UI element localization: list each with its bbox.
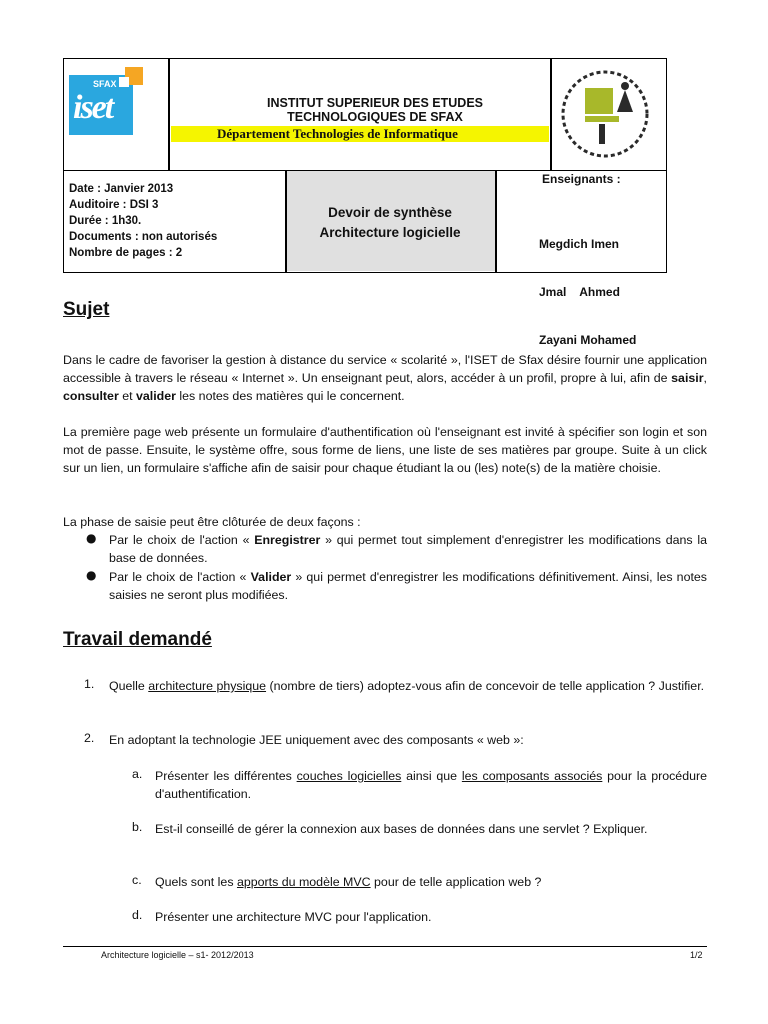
footer-divider (63, 946, 707, 947)
question-2: En adoptant la technologie JEE uniquement avec des composants « web »: (109, 733, 524, 747)
exam-title-line-2: Architecture logicielle (319, 225, 461, 240)
section-title-sujet: Sujet (63, 299, 110, 320)
footer-course: Architecture logicielle – s1- 2012/2013 (101, 950, 254, 960)
subquestion-letter: b. (132, 820, 143, 834)
paragraph-intro: Dans le cadre de favoriser la gestion à distance du service « scolarité », l'ISET de Sfax désire fournir une application accessible à travers le réseau « Internet ». Un enseignant peut, alors, accéder à un profil, propre à lui, afin de saisir, consulter et valider les notes des matières qui le concernent. (63, 353, 707, 403)
logo-iset-text: iset (73, 89, 113, 126)
bullet-icon: ● (86, 531, 97, 545)
divider (550, 59, 552, 170)
bullet-icon: ● (86, 568, 97, 582)
date-line: Date : Janvier 2013 (69, 183, 174, 195)
department-name: Département Technologies de Informatique (171, 126, 549, 142)
emblem-logo (555, 64, 661, 164)
question-2c: Quels sont les apports du modèle MVC pour de telle application web ? (155, 875, 542, 889)
logo-sfax-text: SFAX (93, 79, 117, 89)
section-title-travail: Travail demandé (63, 629, 212, 650)
teacher-name: Zayani Mohamed (539, 333, 637, 347)
exam-title-line-1: Devoir de synthèse (328, 205, 452, 220)
question-number: 1. (84, 677, 95, 691)
institute-name (235, 96, 515, 124)
institute-line-2: TECHNOLOGIQUES DE SFAX (287, 110, 463, 124)
question-number: 2. (84, 731, 95, 745)
exam-title (285, 203, 495, 243)
iset-logo (69, 67, 143, 139)
divider (168, 59, 170, 170)
documents-line: Documents : non autorisés (69, 231, 218, 243)
subquestion-letter: d. (132, 908, 143, 922)
auditoire-line: Auditoire : DSI 3 (69, 199, 159, 211)
question-1: Quelle architecture physique (nombre de tiers) adoptez-vous afin de concevoir de telle application ? Justifier. (109, 679, 705, 693)
teachers-title: Enseignants : (542, 172, 621, 186)
bullet-valider: Par le choix de l'action « Valider » qui permet d'enregistrer les modifications définitivement. Ainsi, les notes saisies ne seront plus modifiées. (109, 570, 707, 602)
subquestion-letter: c. (132, 873, 142, 887)
institute-line-1: INSTITUT SUPERIEUR DES ETUDES (267, 96, 483, 110)
bullet-enregistrer: Par le choix de l'action « Enregistrer » qui permet tout simplement d'enregistrer les modifications dans la base de données. (109, 533, 707, 565)
question-2b: Est-il conseillé de gérer la connexion aux bases de données dans une servlet ? Expliquer. (155, 822, 648, 836)
paragraph-description: La première page web présente un formulaire d'authentification où l'enseignant est invité à spécifier son login et son mot de passe. Ensuite, le système offre, sous forme de liens, une liste de ses matières par groupe. Suite à un click sur un lien, un formulaire s'affiche afin de saisir pour chaque étudiant la ou (les) note(s) de la matière choisie. (63, 425, 707, 475)
paragraph-phase: La phase de saisie peut être clôturée de deux façons : (63, 515, 361, 529)
footer-page-number: 1/2 (690, 950, 703, 960)
pages-line: Nombre de pages : 2 (69, 247, 183, 259)
exam-info (69, 181, 217, 261)
question-2d: Présenter une architecture MVC pour l'application. (155, 910, 432, 924)
duree-line: Durée : 1h30. (69, 215, 142, 227)
question-2a: Présenter les différentes couches logicielles ainsi que les composants associés pour la procédure d'authentification. (155, 769, 707, 801)
subquestion-letter: a. (132, 767, 143, 781)
teacher-name: Megdich Imen (539, 237, 620, 251)
teacher-name: Jmal Ahmed (539, 285, 620, 299)
divider (495, 171, 497, 272)
